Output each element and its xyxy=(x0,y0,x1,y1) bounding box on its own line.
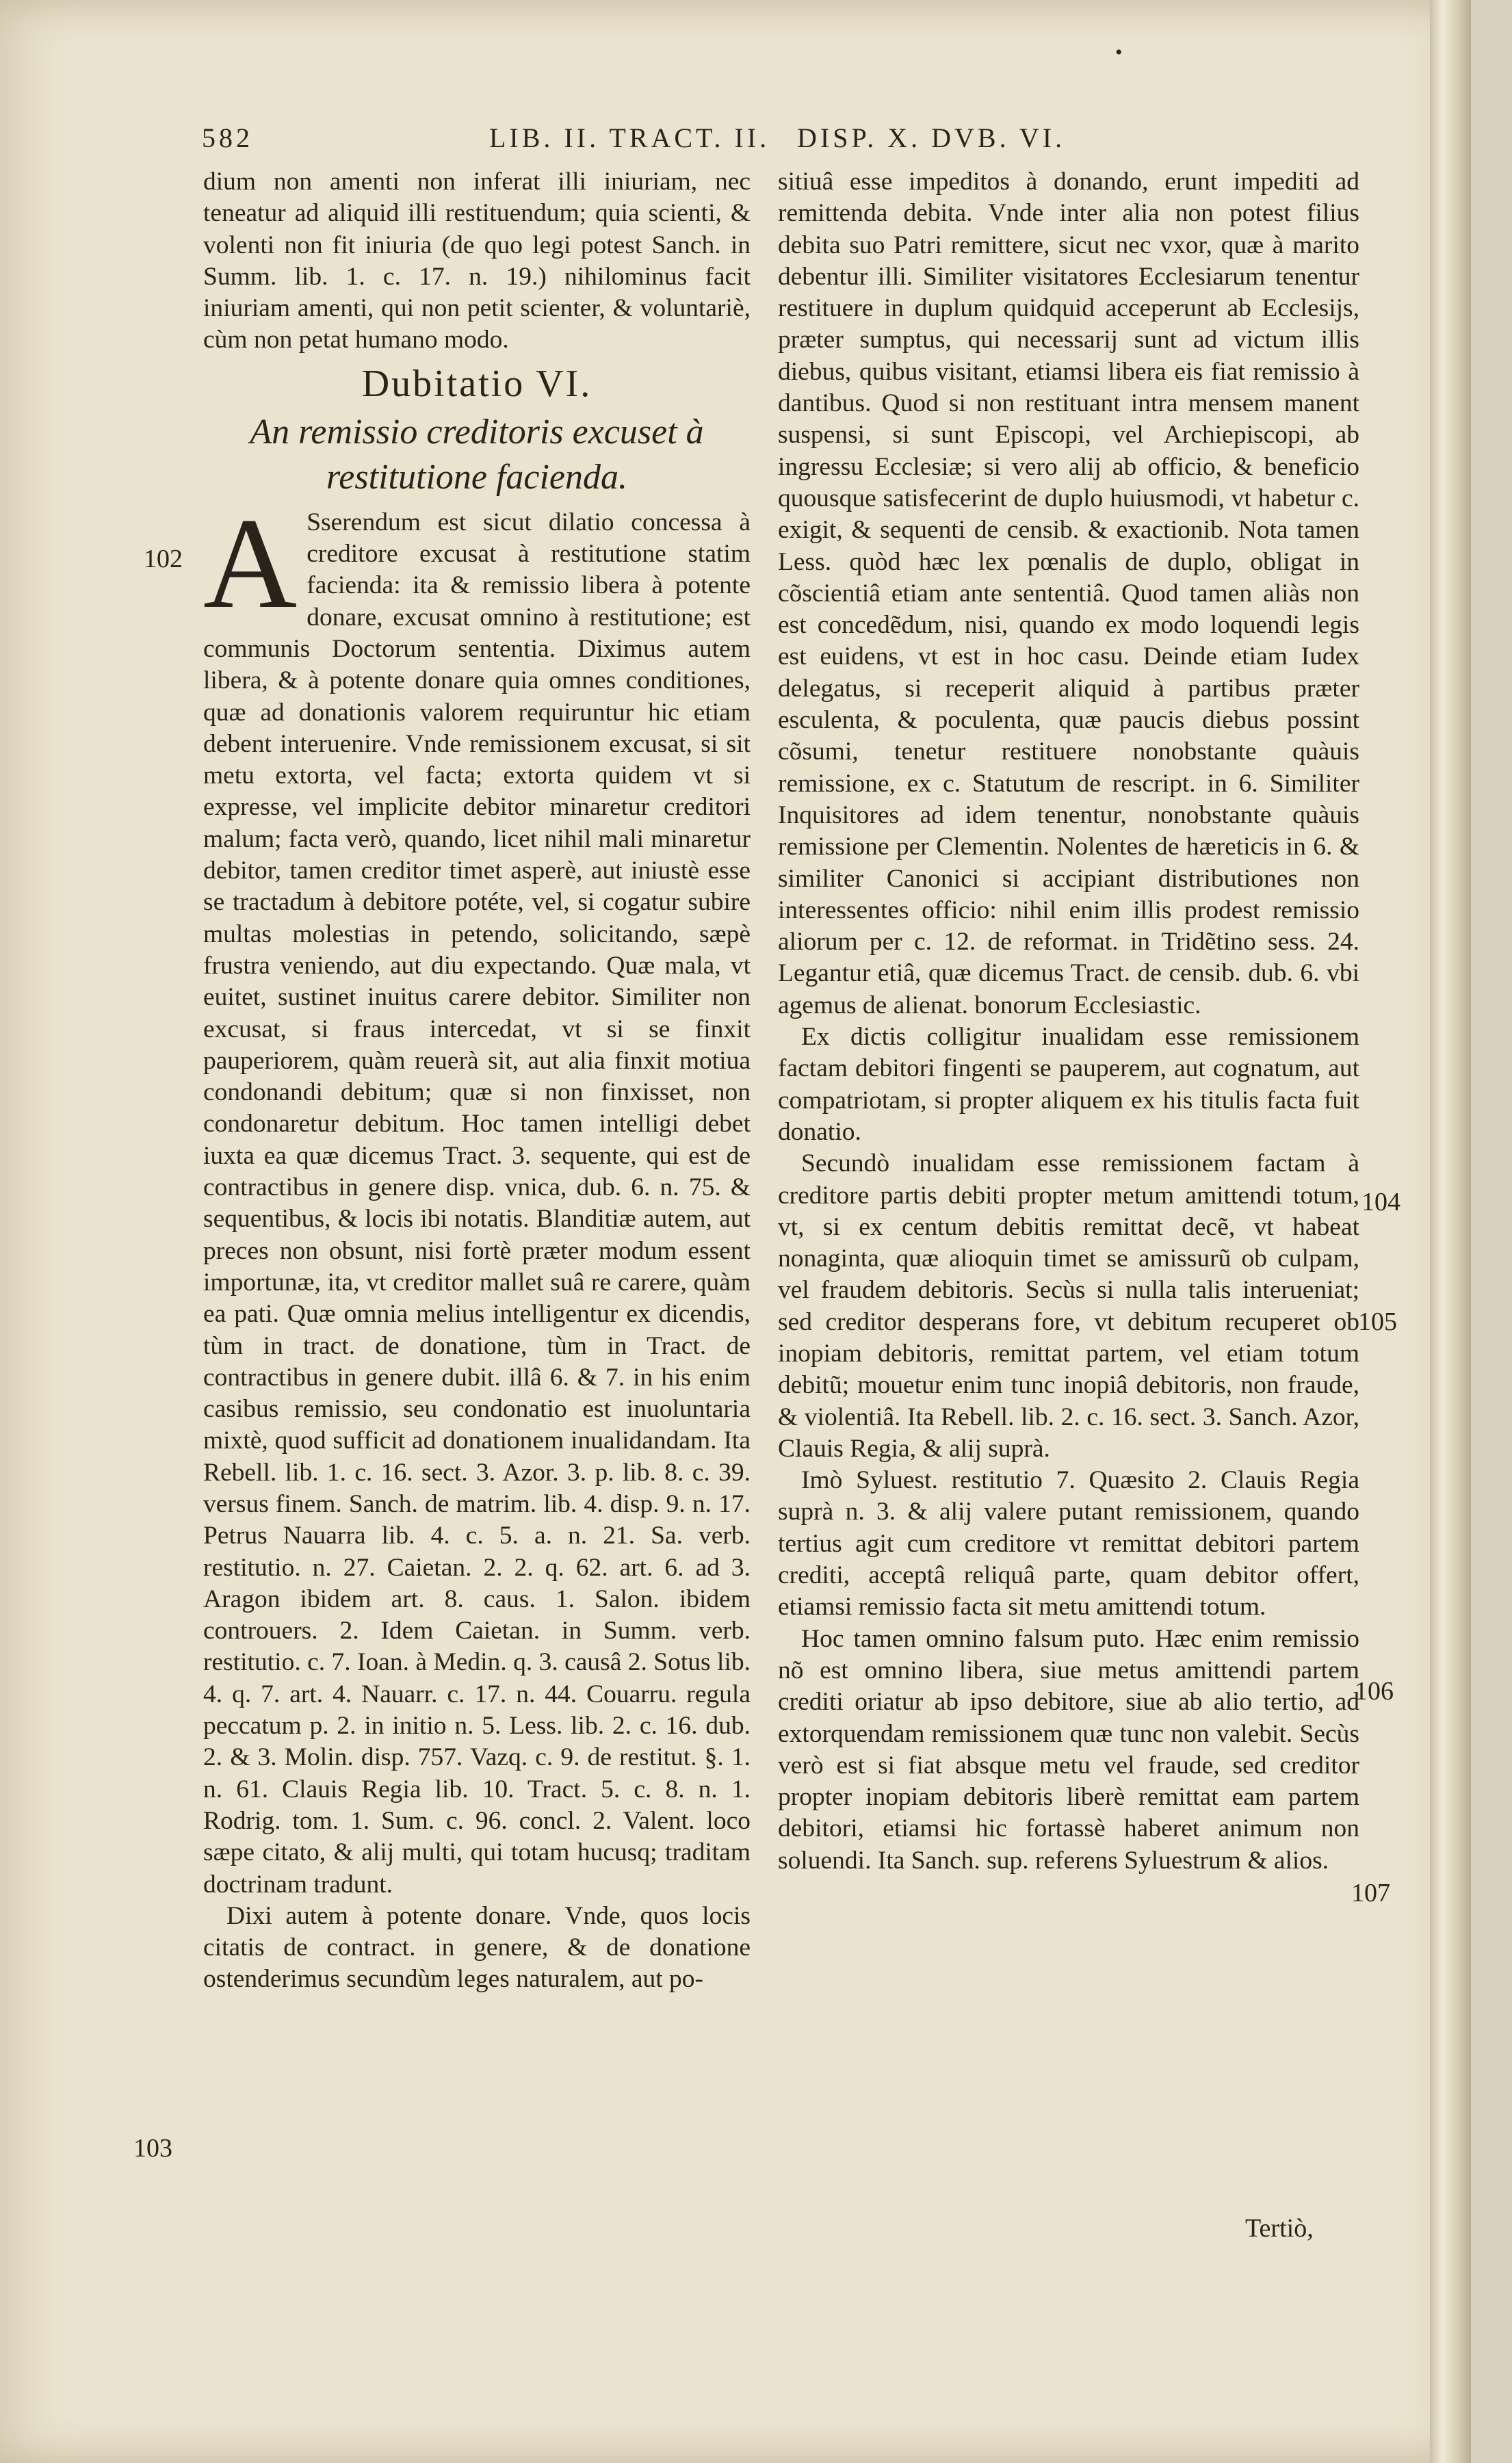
paragraph-continued-right: sitiuâ esse impeditos à donando, erunt impediti ad remittenda debita. Vnde inter alia non potest filius debita suo Patri remittere, sicut nec vxor, quæ à marito debentur illi. Similiter visitatores Ecclesiarum tenentur restituere in duplum quidquid acceperunt ab Ecclesijs, præter sumptus, qui necessarij sunt ad victum illis diebus, quibus visitant, etiamsi libera eis fiat remissio à dantibus. Quod si non restituant intra mensem manent suspensi, si sunt Episcopi, vel Archiepiscopi, ab ingressu Ecclesiæ; si vero alij ab officio, & beneficio quousque satisfecerint de duplo huiusmodi, vt habetur c. exigit, & sequenti de censib. & exactionib. Nota tamen Less. quòd hæc lex pœnalis de duplo, obligat in cõscientiâ etiam ante sententiâ. Quod tamen aliàs non est concedẽdum, nisi, quando ex modo loquendi legis est euidens, vt est in hoc casu. Deinde etiam Iudex delegatus, si receperit aliquid à partibus præter esculenta, & poculenta, quæ paucis diebus possint cõsumi, tenetur restituere nonobstante quàuis remissione, ex c. Statutum de rescript. in 6. Similiter Inquisitores ad idem tenentur, nonobstante quàuis remissione per Clementin. Nolentes de hæreticis in 6. & similiter Canonici si accipiant distributiones non interessentes officio: nihil enim illis prodest remissio aliorum per c. 12. de reformat. in Tridẽtino sess. 24. Legantur etiâ, quæ dicemus Tract. de censib. dub. 6. vbi agemus de alienat. bonorum Ecclesiastic. xyxy=(778,168,1359,1019)
running-header xyxy=(202,122,1358,163)
left-column xyxy=(203,166,751,1996)
running-head-left: LIB. II. TRACT. II. xyxy=(489,122,770,153)
page-edge xyxy=(1430,0,1471,2463)
paragraph-106: Imò Syluest. restitutio 7. Quæsito 2. Clauis Regia suprà n. 3. & alij valere putant remissionem, quando tertius agit cum creditore vt remittat debitori partem crediti, acceptâ reliquâ parte, quam debitor offert, etiamsi remissio facta sit metu amittendi totum. xyxy=(778,1466,1359,1621)
paragraph-continued-left: dium non amenti non inferat illi iniuriam, nec teneatur ad aliquid illi restituendum; quia scienti, & volenti non fit iniuria (de quo legi potest Sanch. in Summ. lib. 1. c. 17. n. 19.) nihilominus facit iniuriam amenti, qui non petit scienter, & voluntariè, cùm non petat humano modo. xyxy=(203,168,751,354)
paragraph-102 xyxy=(203,491,751,1901)
margin-number-103: 103 xyxy=(133,2134,172,2163)
paragraph-102-text: Sserendum est sicut dilatio concessa à creditore excusat à restitutione statim facienda: ita & remissio libera à potente donare, excusat omnino à restitutione; est communis Doctorum sententia. Diximus autem libera, & à potente donare quia omnes conditiones, quæ ad donationis valorem requiruntur hic etiam debent interuenire. Vnde remissionem excusat, si sit metu extorta, vel facta; extorta quidem vt si expresse, vel implicite debitor minaretur creditori malum; facta verò, quando, licet nihil mali minaretur debitor, tamen creditor timet asperè, aut iniustè esse se tractadum à debitore potéte, vel, si cogatur subire multas molestias in petendo, solicitando, sæpè frustra veniendo, aut diu expectando. Quæ mala, vt euitet, sustinet inuitus carere debitor. Similiter non excusat, si fraus intercedat, vt si se finxit pauperiorem, quàm reuerà sit, aut alia finxit motiua condonandi debitum; quæ si non finxisset, non condonaretur debitum. Hoc tamen intelligi debet iuxta ea quæ dicemus Tract. 3. sequente, qui est de contractibus in genere disp. vnica, dub. 6. n. 75. & sequentibus, & locis ibi notatis. Blanditiæ autem, aut preces non obsunt, nisi fortè præter modum essent importunæ, ita, vt creditor mallet suâ re carere, quàm ea pati. Quæ omnia melius intelligentur ex dicendis, tùm in tract. de donatione, tùm in Tract. de contractibus in genere dubit. illâ 6. & 7. in his enim casibus remissio, seu condonatio est inuoluntaria mixtè, quod sufficit ad donationem inualidandam. Ita Rebell. lib. 1. c. 16. sect. 3. Azor. 3. p. lib. 8. c. 39. versus finem. Sanch. de matrim. lib. 4. disp. 9. n. 17. Petrus Nauarra lib. 4. c. 5. a. n. 21. Sa. verb. restitutio. n. 27. Caietan. 2. 2. q. 62. art. 6. ad 3. Aragon ibidem art. 8. caus. 1. Salon. ibidem controuers. 2. Idem Caietan. in Summ. verb. restitutio. c. 7. Ioan. à Medin. q. 3. causâ 2. Sotus lib. 4. q. 7. art. 4. Nauarr. c. 17. n. 44. Couarru. regula peccatum p. 2. in initio n. 5. Less. lib. 2. c. 16. dub. 2. & 3. Molin. disp. 757. Vazq. c. 9. de restitut. §. 1. n. 61. Clauis Regia lib. 10. Tract. 5. c. 8. n. 1. Rodrig. tom. 1. Sum. c. 96. concl. 2. Valent. loco sæpe citato, & alij multi, qui totam hucusq; traditam doctrinam tradunt. xyxy=(203,508,751,1899)
paragraph-104: Ex dictis colligitur inualidam esse remissionem factam debitori fingenti se pauperem, aut cognatum, aut compatriotam, si propter aliquem ex his titulis facta fuit donatio. xyxy=(778,1023,1359,1146)
catchword: Tertiò, xyxy=(1245,2214,1314,2243)
margin-number-107: 107 xyxy=(1351,1879,1390,1907)
margin-number-102: 102 xyxy=(144,545,183,573)
right-column xyxy=(778,166,1359,1877)
paragraph-105: Secundò inualidam esse remissionem factam à creditore partis debiti propter metum amittendi totum, vt, si ex centum debitis remittat decẽ, vt habeat nonaginta, quæ alioquin timet se amissurũ ob culpam, vel fraudem debitoris. Secùs si nulla talis interueniat; sed creditor desperans fore, vt debitum recuperet ob inopiam debitoris, remittat partem, vel etiam totum debitũ; mouetur enim tunc inopiâ debitoris, non fraude, & violentiâ. Ita Rebell. lib. 2. c. 16. sect. 3. Sanch. Azor, Clauis Regia, & alij suprà. xyxy=(778,1149,1359,1463)
page-number: 582 xyxy=(202,122,253,153)
running-head-right: DISP. X. DVB. VI. xyxy=(797,122,1066,153)
paragraph-103: Dixi autem à potente donare. Vnde, quos locis citatis de contract. in genere, & de donatione ostenderimus secundùm leges naturalem, aut po- xyxy=(203,1901,751,1994)
ink-speck: • xyxy=(1115,41,1123,64)
margin-number-105: 105 xyxy=(1358,1307,1397,1336)
dubitatio-heading: Dubitatio VI. xyxy=(361,362,592,405)
drop-cap: A xyxy=(203,491,298,636)
margin-number-106: 106 xyxy=(1355,1677,1394,1706)
margin-number-104: 104 xyxy=(1361,1188,1400,1216)
paragraph-107: Hoc tamen omnino falsum puto. Hæc enim remissio nõ est omnino libera, siue metus amittendi partem crediti oriatur ab ipso debitore, siue ab alio tertio, ad extorquendam remissionem quæ tunc non valebit. Secùs verò est si fiat absque metu vel fraude, sed creditor propter inopiam debitoris liberè remittat eam partem debitori, etiamsi hic fortassè haberet animum non soluendi. Ita Sanch. sup. referens Syluestrum & alios. xyxy=(778,1624,1359,1875)
dubitatio-question: An remissio creditoris excuset à restitutione facienda. xyxy=(250,412,704,497)
